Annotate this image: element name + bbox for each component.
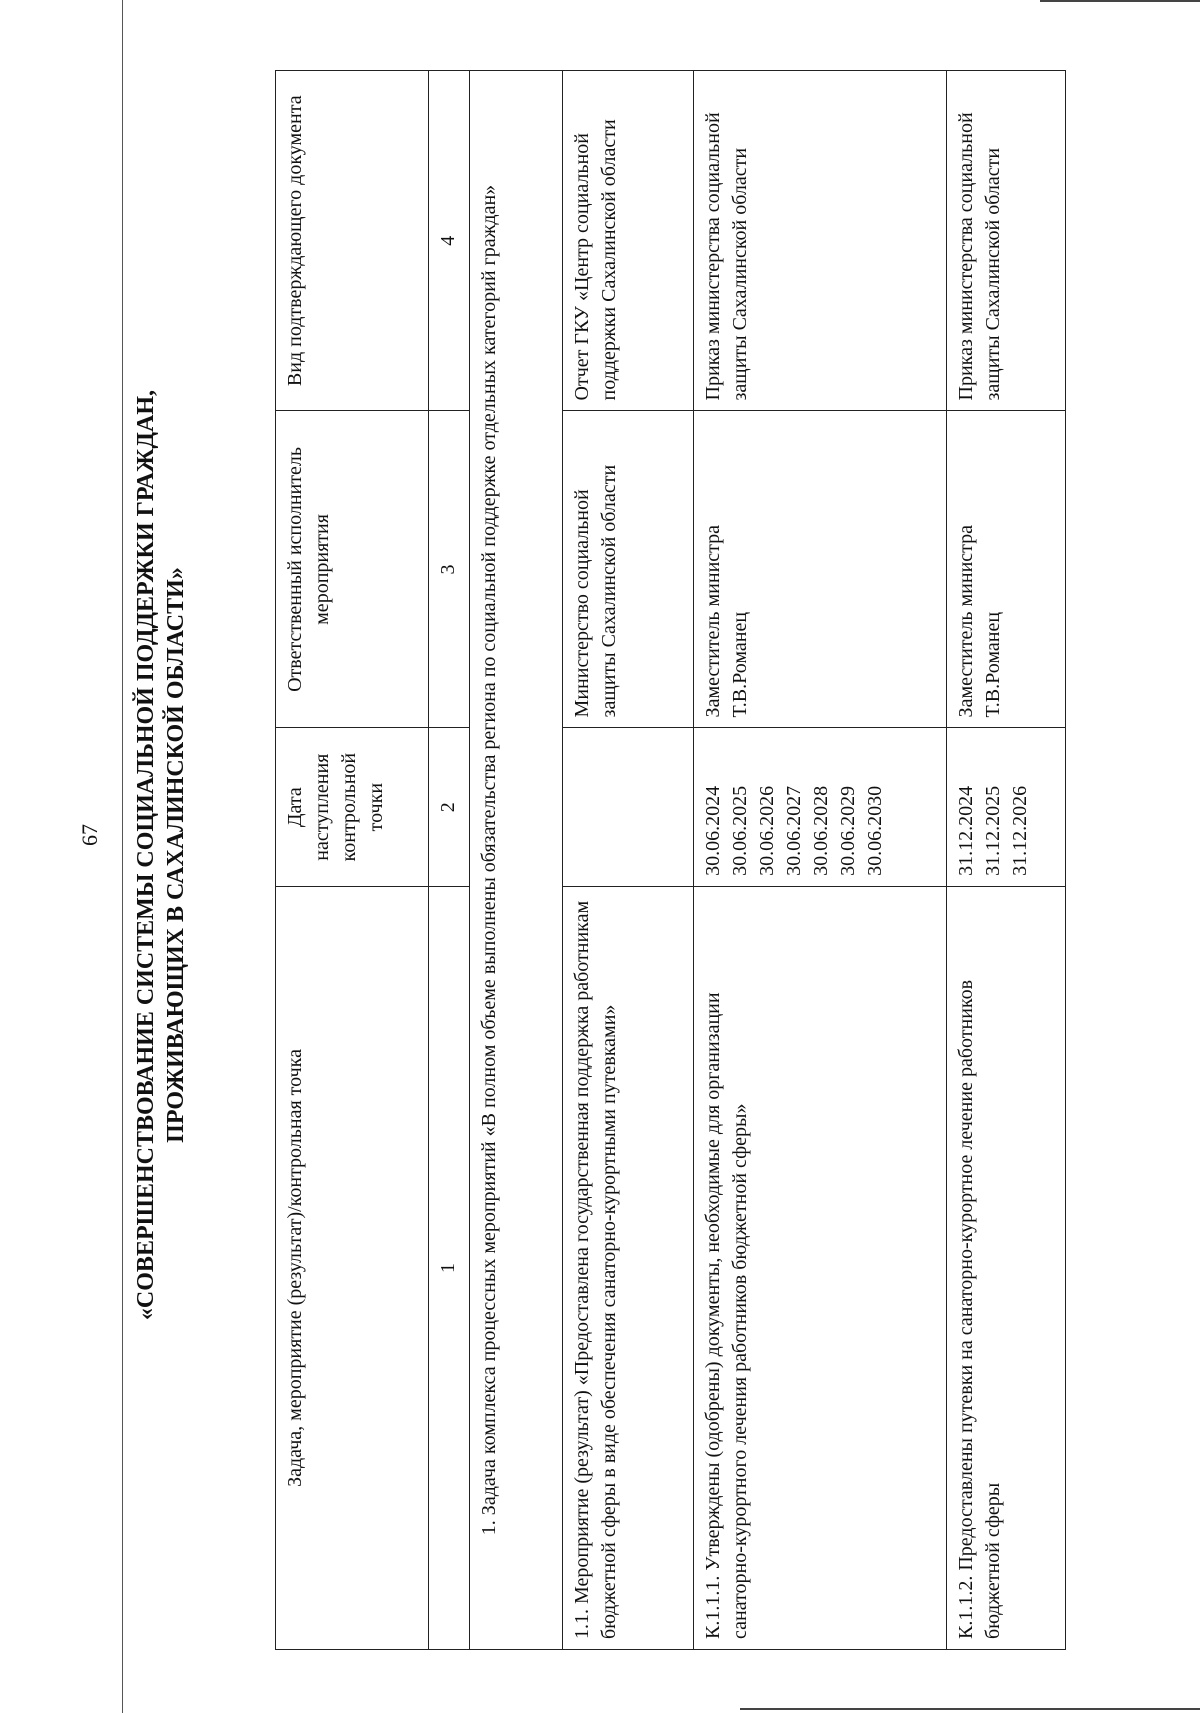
header-document: Вид подтверждающего документа: [276, 71, 429, 411]
table-row: [694, 71, 947, 1650]
control-date: 30.06.2025: [729, 785, 751, 876]
document-cell: Приказ министерства социальной защиты Сахалинской области: [694, 71, 947, 411]
task-row: [470, 71, 563, 1650]
title-line-2: ПРОЖИВАЮЩИХ В САХАЛИНСКОЙ ОБЛАСТИ»: [163, 567, 189, 1143]
rotated-page-content: [125, 10, 1075, 1700]
table-row: [947, 71, 1066, 1650]
table-row: [563, 71, 694, 1650]
header-executor: Ответственный исполнитель мероприятия: [276, 411, 429, 728]
control-date: 30.06.2030: [864, 785, 886, 876]
executor-cell: Министерство социальной защиты Сахалинской области: [563, 411, 694, 728]
control-date: 30.06.2026: [756, 785, 778, 876]
left-margin-line: [122, 0, 123, 1713]
activity-cell: 1.1. Мероприятие (результат) «Предоставлена государственная поддержка работникам бюджетной сферы в виде обеспечения санаторно-курортными путевками»: [563, 886, 694, 1649]
scan-edge-top: [1040, 0, 1200, 2]
page-number: 67: [77, 824, 102, 846]
header-activity: Задача, мероприятие (результат)/контрольная точка: [276, 886, 429, 1649]
control-date: 31.12.2024: [955, 785, 977, 876]
control-date: 30.06.2027: [783, 785, 805, 876]
document-cell: Отчет ГКУ «Центр социальной поддержки Сахалинской области: [563, 71, 694, 411]
control-date: 31.12.2025: [982, 785, 1004, 876]
document-cell: Приказ министерства социальной защиты Сахалинской области: [947, 71, 1066, 411]
date-cell: [563, 728, 694, 886]
column-number-3: 3: [429, 411, 470, 728]
control-date: 30.06.2028: [810, 785, 832, 876]
task-cell: 1. Задача комплекса процессных мероприятий «В полном объеме выполнены обязательства региона по социальной поддержке отдельных категорий граждан»: [470, 71, 563, 1650]
date-cell: [694, 728, 947, 886]
executor-cell: Заместитель министра Т.В.Романец: [947, 411, 1066, 728]
control-date: 31.12.2026: [1009, 785, 1031, 876]
page-title: [125, 10, 235, 1700]
date-cell: [947, 728, 1066, 886]
control-date: 30.06.2024: [702, 785, 724, 876]
control-date: 30.06.2029: [837, 785, 859, 876]
executor-cell: Заместитель министра Т.В.Романец: [694, 411, 947, 728]
column-number-row: [429, 71, 470, 1650]
column-number-2: 2: [429, 728, 470, 886]
column-number-1: 1: [429, 886, 470, 1649]
title-line-1: «СОВЕРШЕНСТВОВАНИЕ СИСТЕМЫ СОЦИАЛЬНОЙ ПОДДЕРЖКИ ГРАЖДАН,: [133, 389, 159, 1321]
activity-cell: К.1.1.1. Утверждены (одобрены) документы, необходимые для организации санаторно-курортного лечения работников бюджетной сферы»: [694, 886, 947, 1649]
scan-edge-bottom: [740, 1708, 1200, 1710]
header-date: Дата наступления контрольной точки: [276, 728, 429, 886]
activity-cell: К.1.1.2. Предоставлены путевки на санаторно-курортное лечение работников бюджетной сферы: [947, 886, 1066, 1649]
table-header-row: [276, 71, 429, 1650]
column-number-4: 4: [429, 71, 470, 411]
control-points-table: [275, 70, 1066, 1650]
